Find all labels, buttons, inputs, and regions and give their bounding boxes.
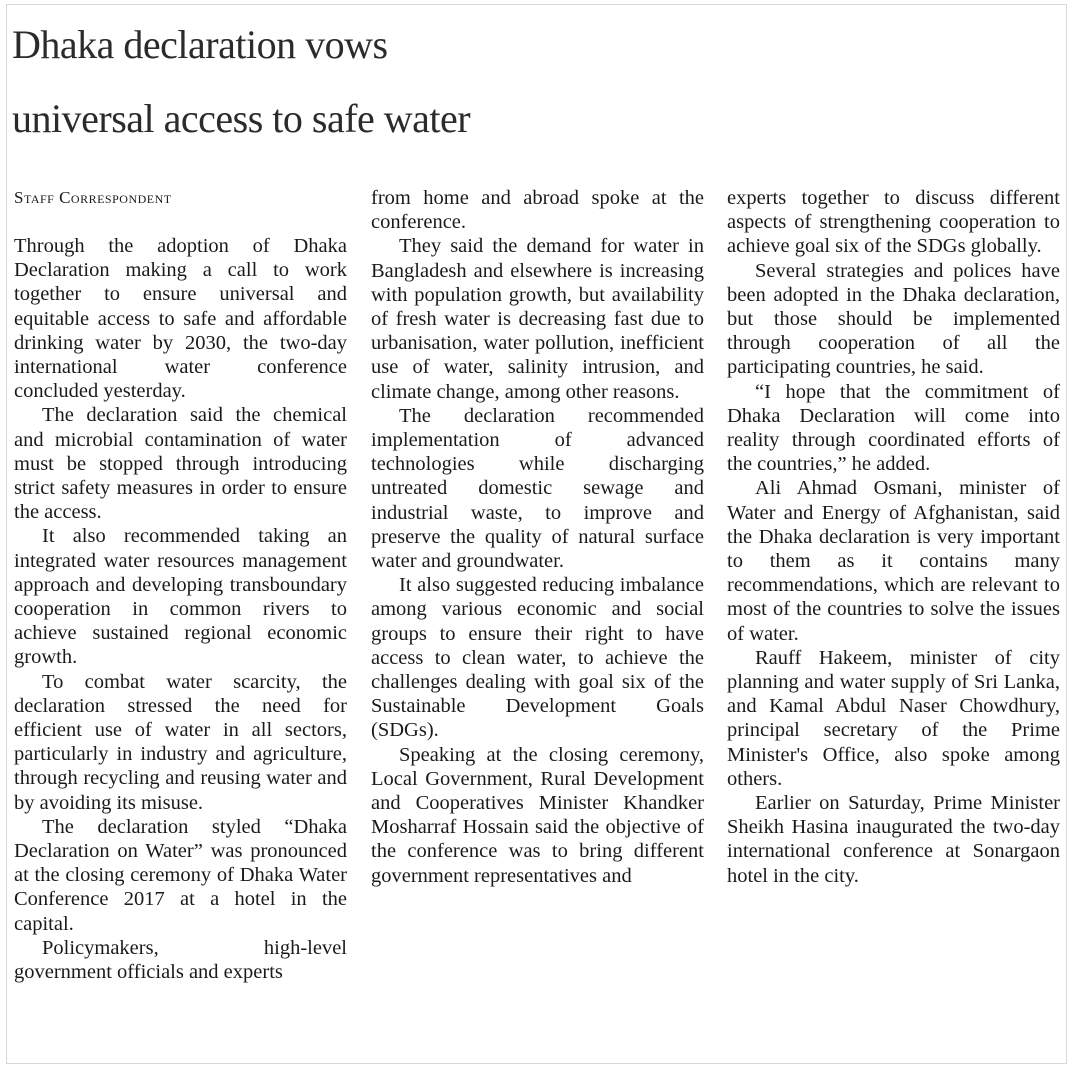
paragraph: from home and abroad spoke at the conference. — [371, 187, 704, 234]
paragraph: The declaration recommended implementation of advanced technologies while discharging untreated domestic sewage and industrial waste, to improve and preserve the quality of natural surface water and groundwater. — [371, 404, 704, 573]
paragraph: Earlier on Saturday, Prime Minister Sheikh Hasina inaugurated the two-day international conference at Sonargaon hotel in the city. — [727, 792, 1060, 887]
paragraph: Ali Ahmad Osmani, minister of Water and Energy of Afghanistan, said the Dhaka declaration is very important to them as it contains many recommendations, which are relevant to most of the countries to solve the issues of water. — [727, 477, 1060, 645]
paragraph: Through the adoption of Dhaka Declaration making a call to work together to ensure universal and equitable access to safe and affordable drinking water by 2030, the two-day international water conference concluded yesterday. — [14, 235, 347, 403]
headline-line-1: Dhaka declaration vows — [12, 22, 388, 67]
paragraph: “I hope that the commitment of Dhaka Declaration will come into reality through coordinated efforts of the countries,” he added. — [727, 380, 1060, 476]
paragraph: Speaking at the closing ceremony, Local Government, Rural Development and Cooperatives Minister Khandker Mosharraf Hossain said the objective of the conference was to bring different government representatives and — [371, 743, 704, 887]
article-column-3 — [727, 186, 1060, 888]
headline-line-2: universal access to safe water — [12, 96, 471, 141]
paragraph: Rauff Hakeem, minister of city planning and water supply of Sri Lanka, and Kamal Abdul Naser Chowdhury, principal secretary of the Prime Minister's Office, also spoke among others. — [727, 646, 1060, 790]
paragraph: The declaration styled “Dhaka Declaration on Water” was pronounced at the closing ceremony of Dhaka Water Conference 2017 at a hotel in the capital. — [14, 815, 347, 935]
byline: Staff Correspondent — [14, 188, 172, 207]
headline — [12, 8, 1067, 156]
paragraph: It also suggested reducing imbalance among various economic and social groups to ensure their right to have access to clean water, to achieve the challenges dealing with goal six of the Sustainable Development Goals (SDGs). — [371, 574, 704, 742]
paragraph: To combat water scarcity, the declaration stressed the need for efficient use of water in all sectors, particularly in industry and agriculture, through recycling and reusing water and by avoiding its misuse. — [14, 670, 347, 814]
paragraph: Policymakers, high-level government officials and experts — [14, 936, 347, 984]
paragraph: The declaration said the chemical and microbial contamination of water must be stopped through introducing strict safety measures in order to ensure the access. — [14, 404, 347, 524]
paragraph: It also recommended taking an integrated water resources management approach and developing transboundary cooperation in common rivers to achieve sustained regional economic growth. — [14, 525, 347, 669]
article-column-2 — [371, 186, 704, 888]
paragraph: They said the demand for water in Bangladesh and elsewhere is increasing with population growth, but availability of fresh water is decreasing fast due to urbanisation, water pollution, inefficient use of water, salinity intrusion, and climate change, among other reasons. — [371, 235, 704, 403]
paragraph: experts together to discuss different aspects of strengthening cooperation to achieve goal six of the SDGs globally. — [727, 187, 1060, 258]
paragraph: Several strategies and polices have been adopted in the Dhaka declaration, but those should be implemented through cooperation of all the participating countries, he said. — [727, 259, 1060, 379]
article-column-1 — [14, 234, 347, 984]
